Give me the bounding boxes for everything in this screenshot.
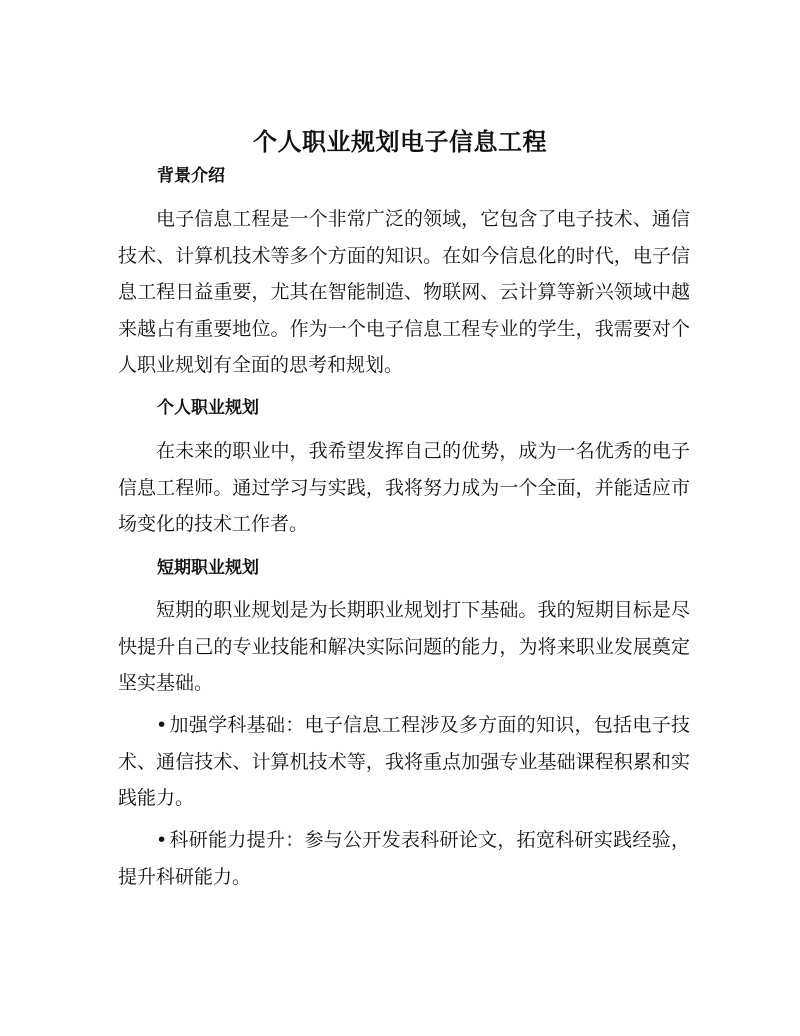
section-paragraph-background: 电子信息工程是一个非常广泛的领域，它包含了电子技术、通信技术、计算机技术等多个方面的知识。在如今信息化的时代，电子信息工程日益重要，尤其在智能制造、物联网、云计算等新兴领域中越来越占有重要地位。作为一个电子信息工程专业的学生，我需要对个人职业规划有全面的思考和规划。 [118, 208, 690, 376]
bullet-item-subject-foundation [118, 707, 690, 817]
bullet-marker: • [156, 714, 168, 736]
bullet-text: 加强学科基础：电子信息工程涉及多方面的知识，包括电子技术、通信技术、计算机技术等，我将重点加强专业基础课程积累和实践能力。 [118, 714, 690, 809]
section-heading-career-plan: 个人职业规划 [157, 398, 259, 418]
section-paragraph-short-term-plan: 短期的职业规划是为长期职业规划打下基础。我的短期目标是尽快提升自己的专业技能和解决实际问题的能力，为将来职业发展奠定坚实基础。 [118, 599, 690, 694]
section-paragraph-career-plan: 在未来的职业中，我希望发挥自己的优势，成为一名优秀的电子信息工程师。通过学习与实践，我将努力成为一个全面，并能适应市场变化的技术工作者。 [118, 440, 690, 535]
bullet-text: 科研能力提升：参与公开发表科研论文，拓宽科研实践经验，提升科研能力。 [118, 829, 690, 888]
section-heading-short-term-plan: 短期职业规划 [157, 558, 259, 578]
bullet-marker: • [156, 829, 168, 851]
bullet-item-research-ability [118, 822, 690, 895]
document-title: 个人职业规划电子信息工程 [253, 127, 547, 156]
section-heading-background: 背景介绍 [157, 166, 225, 186]
